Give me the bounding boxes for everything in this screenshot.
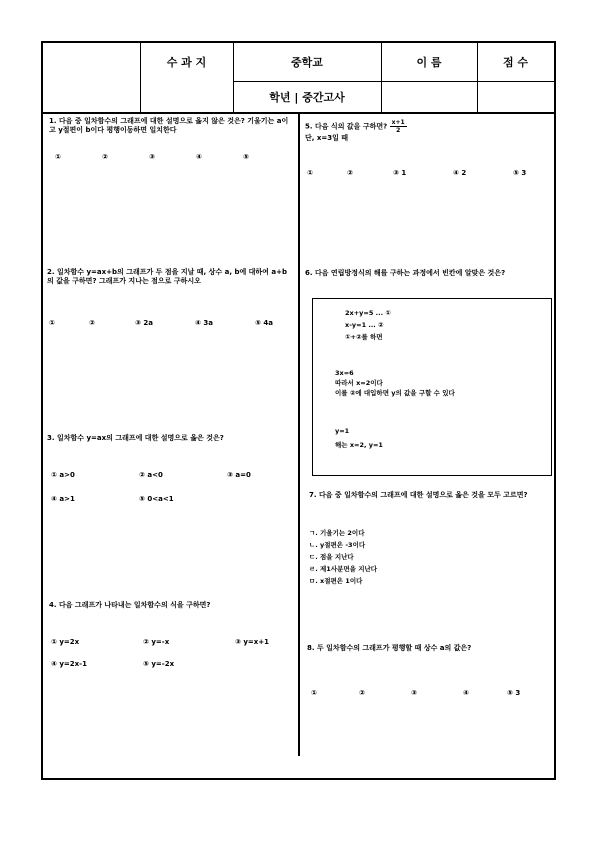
choice[interactable]: ① <box>55 153 61 161</box>
choice[interactable]: ① <box>307 169 313 177</box>
box-line: ①+②를 하면 <box>345 333 383 341</box>
choice[interactable]: ② <box>89 319 95 327</box>
question-3: 3. 일차함수 y=ax의 그래프에 대한 설명으로 옳은 것은? <box>47 434 224 442</box>
question-3-choices <box>51 471 281 505</box>
box-line: 이를 ②에 대입하면 y의 값을 구할 수 있다 <box>335 389 455 397</box>
choice[interactable]: ② <box>347 169 353 177</box>
choice[interactable]: ① y=2x <box>51 638 80 646</box>
question-4-choices <box>51 638 291 672</box>
choice[interactable]: ③ <box>411 689 417 697</box>
choice[interactable]: ③ 1 <box>393 169 407 177</box>
exam-sheet <box>41 41 556 780</box>
option: ㄷ. 점을 지난다 <box>309 553 354 561</box>
choice[interactable]: ③ y=x+1 <box>235 638 270 646</box>
choice[interactable]: ① a>0 <box>51 471 75 479</box>
choice[interactable]: ② <box>102 153 108 161</box>
fraction-numerator: x+1 <box>391 119 405 126</box>
box-line: 해는 x=2, y=1 <box>335 441 383 449</box>
box-line: 3x=6 <box>335 369 354 377</box>
choice[interactable]: ① <box>49 319 55 327</box>
name-label: 이 름 <box>416 56 442 69</box>
score-field[interactable] <box>477 81 554 112</box>
fraction <box>390 119 407 134</box>
question-6: 6. 다음 연립방정식의 해를 구하는 과정에서 빈칸에 알맞은 것은? <box>305 269 506 277</box>
choice[interactable]: ④ a>1 <box>51 495 75 503</box>
subject-label: 수 과 지 <box>166 56 207 69</box>
exam-header <box>43 43 554 114</box>
question-1: 1. 다음 중 일차함수의 그래프에 대한 설명으로 옳지 않은 것은? 기울기는 a이고 y절편이 b이다 평행이동하면 일치한다 <box>49 117 289 134</box>
choice[interactable]: ③ a=0 <box>227 471 251 479</box>
choice[interactable]: ① <box>311 689 317 697</box>
option: ㄴ. y절편은 -3이다 <box>309 541 366 549</box>
score-label: 점 수 <box>502 56 529 69</box>
choice[interactable]: ⑤ <box>243 153 249 161</box>
question-8: 8. 두 일차함수의 그래프가 평행할 때 상수 a의 값은? <box>307 644 472 652</box>
question-5-text: 5. 다음 식의 값을 구하면? <box>305 122 388 131</box>
choice[interactable]: ② <box>359 689 365 697</box>
option: ㅁ. x절편은 1이다 <box>309 577 363 585</box>
choice[interactable]: ④ 3a <box>195 319 213 327</box>
choice[interactable]: ④ y=2x-1 <box>51 660 87 668</box>
choice[interactable]: ② y=-x <box>143 638 170 646</box>
column-divider <box>298 112 300 756</box>
question-2: 2. 일차함수 y=ax+b의 그래프가 두 점을 지날 때, 상수 a, b에 대하여 a+b의 값을 구하면? 그래프가 지나는 점으로 구하시오 <box>47 268 287 285</box>
choice[interactable]: ⑤ 4a <box>255 319 273 327</box>
box-line: y=1 <box>335 427 350 435</box>
choice[interactable]: ④ <box>196 153 202 161</box>
choice[interactable]: ③ 2a <box>135 319 153 327</box>
choice[interactable]: ④ <box>463 689 469 697</box>
fraction-denominator: 2 <box>396 127 401 134</box>
box-line: 2x+y=5 ... ① <box>345 309 391 317</box>
solution-box <box>312 298 552 476</box>
exam-title: 학년 | 중간고사 <box>269 90 345 104</box>
box-line: x-y=1 ... ② <box>345 321 384 329</box>
choice[interactable]: ④ 2 <box>453 169 467 177</box>
choice[interactable]: ⑤ y=-2x <box>143 660 175 668</box>
question-4: 4. 다음 그래프가 나타내는 일차함수의 식을 구하면? <box>49 601 211 609</box>
school-name: 중학교 <box>291 56 323 69</box>
choice[interactable]: ② a<0 <box>139 471 163 479</box>
choice[interactable]: ⑤ 3 <box>513 169 527 177</box>
option: ㄱ. 기울기는 2이다 <box>309 529 365 537</box>
choice[interactable]: ③ <box>149 153 155 161</box>
option: ㄹ. 제1사분면을 지난다 <box>309 565 378 573</box>
question-7: 7. 다음 중 일차함수의 그래프에 대한 설명으로 옳은 것을 모두 고르면? <box>309 491 528 499</box>
question-5 <box>305 119 545 143</box>
box-line: 따라서 x=2이다 <box>335 379 383 387</box>
name-field[interactable] <box>381 81 477 112</box>
choice[interactable]: ⑤ 0<a<1 <box>139 495 174 503</box>
question-5-sub: 단, x=3일 때 <box>305 134 349 142</box>
choice[interactable]: ⑤ 3 <box>507 689 521 697</box>
